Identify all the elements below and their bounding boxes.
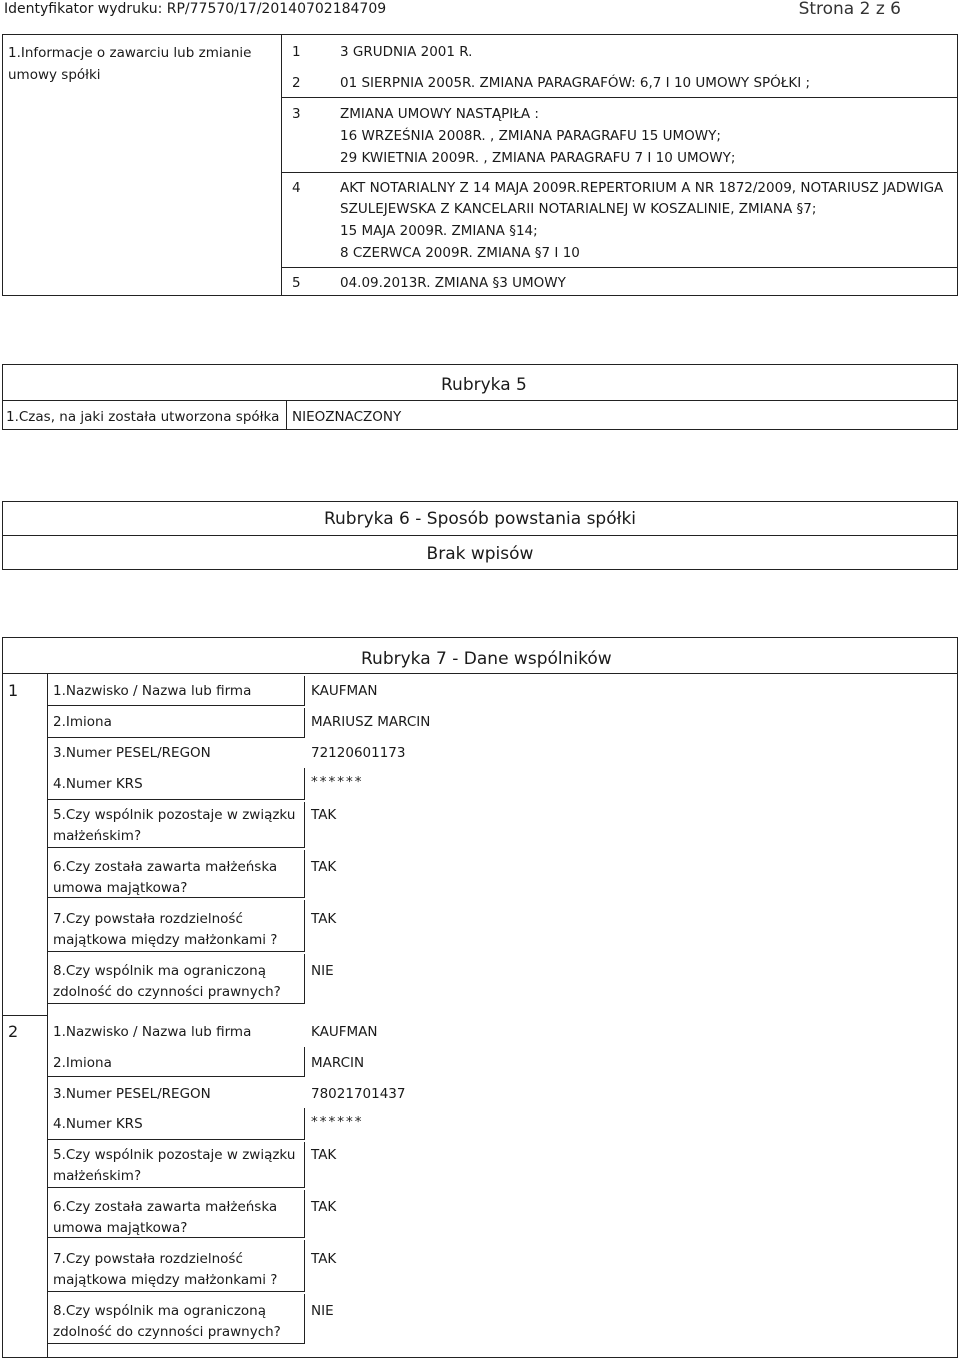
partner-capacity-label: 8.Czy wspólnik ma ograniczoną bbox=[53, 1303, 267, 1319]
rubric-5-title: Rubryka 5 bbox=[441, 375, 527, 395]
partner-contract-value: TAK bbox=[311, 1199, 337, 1215]
partner-contract-label-cont: umowa majątkowa? bbox=[53, 1220, 188, 1236]
print-identifier: Identyfikator wydruku: RP/77570/17/20140702184709 bbox=[4, 1, 387, 17]
partner-marriage-label: 5.Czy wspólnik pozostaje w związku bbox=[53, 807, 296, 823]
rubric-7-title: Rubryka 7 - Dane wspólników bbox=[361, 649, 612, 669]
partner-separation-value: TAK bbox=[311, 1251, 337, 1267]
partner-krs-label: 4.Numer KRS bbox=[53, 1116, 143, 1132]
partner-marriage-label-cont: małżeńskim? bbox=[53, 828, 142, 844]
partner-capacity-label-cont: zdolność do czynności prawnych? bbox=[53, 984, 281, 1000]
entry-number: 2 bbox=[292, 75, 301, 91]
entry-text: 04.09.2013R. ZMIANA §3 UMOWY bbox=[340, 275, 566, 291]
partner-krs-value: ****** bbox=[311, 774, 364, 790]
partner-contract-label: 6.Czy została zawarta małżeńska bbox=[53, 1199, 278, 1215]
partner-pesel-value: 72120601173 bbox=[311, 745, 406, 761]
partner-first-names-value: MARCIN bbox=[311, 1055, 365, 1071]
partner-separation-label: 7.Czy powstała rozdzielność bbox=[53, 911, 243, 927]
partner-capacity-value: NIE bbox=[311, 963, 334, 979]
partner-name-value: KAUFMAN bbox=[311, 683, 378, 699]
partner-capacity-value: NIE bbox=[311, 1303, 334, 1319]
rubric-6-title: Rubryka 6 - Sposób powstania spółki bbox=[323, 509, 637, 529]
partner-marriage-label: 5.Czy wspólnik pozostaje w związku bbox=[53, 1147, 296, 1163]
partner-contract-label-cont: umowa majątkowa? bbox=[53, 880, 188, 896]
entry-text: AKT NOTARIALNY Z 14 MAJA 2009R.REPERTORIUM A NR 1872/2009, NOTARIUSZ JADWIGA bbox=[340, 180, 944, 196]
partner-first-names-value: MARIUSZ MARCIN bbox=[311, 714, 431, 730]
partner-pesel-label: 3.Numer PESEL/REGON bbox=[53, 1086, 211, 1102]
entry-text: SZULEJEWSKA Z KANCELARII NOTARIALNEJ W KOSZALINIE, ZMIANA §7; bbox=[340, 201, 817, 217]
entry-number: 5 bbox=[292, 275, 301, 291]
contract-info-label: 1.Informacje o zawarciu lub zmianie bbox=[8, 45, 252, 61]
rubric-6-empty-notice: Brak wpisów bbox=[426, 544, 534, 564]
duration-value: NIEOZNACZONY bbox=[292, 409, 402, 425]
entry-text: 29 KWIETNIA 2009R. , ZMIANA PARAGRAFU 7 I 10 UMOWY; bbox=[340, 150, 736, 166]
partner-capacity-label: 8.Czy wspólnik ma ograniczoną bbox=[53, 963, 267, 979]
partner-separation-label-cont: majątkowa między małżonkami ? bbox=[53, 932, 278, 948]
entry-text: 15 MAJA 2009R. ZMIANA §14; bbox=[340, 223, 538, 239]
partner-pesel-label: 3.Numer PESEL/REGON bbox=[53, 745, 211, 761]
entry-text: ZMIANA UMOWY NASTĄPIŁA : bbox=[340, 106, 539, 122]
entry-text: 8 CZERWCA 2009R. ZMIANA §7 I 10 bbox=[340, 245, 580, 261]
entry-number: 4 bbox=[292, 180, 301, 196]
contract-info-label-cont: umowy spółki bbox=[8, 67, 101, 83]
partner-separation-label: 7.Czy powstała rozdzielność bbox=[53, 1251, 243, 1267]
partner-name-label: 1.Nazwisko / Nazwa lub firma bbox=[53, 1024, 252, 1040]
partner-separation-value: TAK bbox=[311, 911, 337, 927]
duration-label: 1.Czas, na jaki została utworzona spółka bbox=[6, 409, 280, 425]
partner-marriage-label-cont: małżeńskim? bbox=[53, 1168, 142, 1184]
entry-text: 3 GRUDNIA 2001 R. bbox=[340, 44, 473, 60]
partner-krs-value: ****** bbox=[311, 1114, 364, 1130]
partner-name-label: 1.Nazwisko / Nazwa lub firma bbox=[53, 683, 252, 699]
entry-text: 16 WRZEŚNIA 2008R. , ZMIANA PARAGRAFU 15 UMOWY; bbox=[340, 128, 721, 144]
page-number: Strona 2 z 6 bbox=[798, 0, 901, 19]
partner-number: 2 bbox=[8, 1022, 19, 1041]
partner-first-names-label: 2.Imiona bbox=[53, 1055, 112, 1071]
partner-name-value: KAUFMAN bbox=[311, 1024, 378, 1040]
partner-contract-value: TAK bbox=[311, 859, 337, 875]
entry-text: 01 SIERPNIA 2005R. ZMIANA PARAGRAFÓW: 6,7 I 10 UMOWY SPÓŁKI ; bbox=[340, 75, 811, 91]
partner-marriage-value: TAK bbox=[311, 807, 337, 823]
partner-marriage-value: TAK bbox=[311, 1147, 337, 1163]
entry-number: 1 bbox=[292, 44, 301, 60]
partner-separation-label-cont: majątkowa między małżonkami ? bbox=[53, 1272, 278, 1288]
partner-capacity-label-cont: zdolność do czynności prawnych? bbox=[53, 1324, 281, 1340]
partner-first-names-label: 2.Imiona bbox=[53, 714, 112, 730]
partner-pesel-value: 78021701437 bbox=[311, 1086, 406, 1102]
partner-krs-label: 4.Numer KRS bbox=[53, 776, 143, 792]
partner-number: 1 bbox=[8, 681, 19, 700]
partner-contract-label: 6.Czy została zawarta małżeńska bbox=[53, 859, 278, 875]
entry-number: 3 bbox=[292, 106, 301, 122]
